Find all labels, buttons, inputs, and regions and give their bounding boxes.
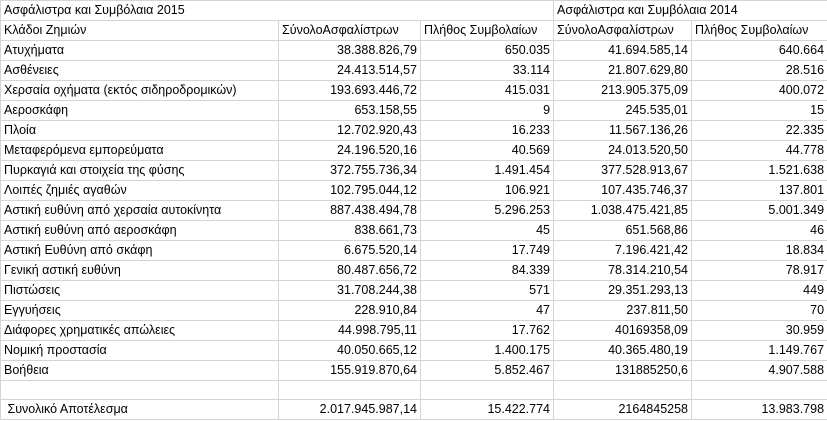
table-row [1,181,827,201]
branch-cell[interactable]: Ασθένειες [1,61,279,81]
empty-cell[interactable] [421,381,554,400]
empty-cell[interactable] [279,381,421,400]
total-2014-cell[interactable]: 24.013.520,50 [554,141,692,161]
count-2015-cell[interactable]: 17.749 [421,241,554,261]
table-row [1,261,827,281]
count-2014-cell[interactable]: 137.801 [692,181,827,201]
branch-cell[interactable]: Αστική ευθύνη από αεροσκάφη [1,221,279,241]
header-total-2015[interactable]: ΣύνολοΑσφαλίστρων [279,21,421,41]
grand-count-2015-cell[interactable]: 15.422.774 [421,400,554,420]
empty-cell[interactable] [692,381,827,400]
total-2015-cell[interactable]: 193.693.446,72 [279,81,421,101]
count-2015-cell[interactable]: 415.031 [421,81,554,101]
grand-count-2014-cell[interactable]: 13.983.798 [692,400,827,420]
header-row [1,21,827,41]
table-row [1,301,827,321]
count-2015-cell[interactable]: 40.569 [421,141,554,161]
table-row [1,241,827,261]
branch-cell[interactable]: Διάφορες χρηματικές απώλειες [1,321,279,341]
total-2014-cell[interactable]: 41.694.585,14 [554,41,692,61]
branch-cell[interactable]: Πιστώσεις [1,281,279,301]
total-2014-cell[interactable]: 131885250,6 [554,361,692,381]
total-2015-cell[interactable]: 155.919.870,64 [279,361,421,381]
total-2015-cell[interactable]: 228.910,84 [279,301,421,321]
title-2015-cell[interactable]: Ασφάλιστρα και Συμβόλαια 2015 [1,1,554,21]
total-2015-cell[interactable]: 80.487.656,72 [279,261,421,281]
count-2015-cell[interactable]: 106.921 [421,181,554,201]
empty-cell[interactable] [554,381,692,400]
table-row [1,61,827,81]
count-2014-cell[interactable]: 70 [692,301,827,321]
count-2014-cell[interactable]: 15 [692,101,827,121]
branch-cell[interactable]: Αεροσκάφη [1,101,279,121]
count-2014-cell[interactable]: 22.335 [692,121,827,141]
count-2015-cell[interactable]: 84.339 [421,261,554,281]
table-row [1,341,827,361]
total-2015-cell[interactable]: 12.702.920,43 [279,121,421,141]
total-2015-cell[interactable]: 6.675.520,14 [279,241,421,261]
count-2014-cell[interactable]: 1.521.638 [692,161,827,181]
branch-cell[interactable]: Ατυχήματα [1,41,279,61]
grand-total-2014-cell[interactable]: 2164845258 [554,400,692,420]
count-2015-cell[interactable]: 16.233 [421,121,554,141]
count-2015-cell[interactable]: 5.852.467 [421,361,554,381]
total-2015-cell[interactable]: 838.661,73 [279,221,421,241]
count-2015-cell[interactable]: 33.114 [421,61,554,81]
total-2015-cell[interactable]: 44.998.795,11 [279,321,421,341]
total-row [1,400,827,420]
table-row [1,221,827,241]
count-2014-cell[interactable]: 18.834 [692,241,827,261]
count-2015-cell[interactable]: 17.762 [421,321,554,341]
total-2014-cell[interactable]: 7.196.421,42 [554,241,692,261]
branch-cell[interactable]: Νομική προστασία [1,341,279,361]
total-2014-cell[interactable]: 651.568,86 [554,221,692,241]
table-row [1,161,827,181]
total-2015-cell[interactable]: 38.388.826,79 [279,41,421,61]
header-count-2015[interactable]: Πλήθος Συμβολαίων [421,21,554,41]
count-2014-cell[interactable]: 5.001.349 [692,201,827,221]
total-2014-cell[interactable]: 213.905.375,09 [554,81,692,101]
total-2015-cell[interactable]: 102.795.044,12 [279,181,421,201]
branch-cell[interactable]: Μεταφερόμενα εμπορεύματα [1,141,279,161]
count-2014-cell[interactable]: 30.959 [692,321,827,341]
count-2015-cell[interactable]: 47 [421,301,554,321]
count-2014-cell[interactable]: 1.149.767 [692,341,827,361]
table-row [1,321,827,341]
total-2014-cell[interactable]: 21.807.629,80 [554,61,692,81]
branch-cell[interactable]: Βοήθεια [1,361,279,381]
total-2014-cell[interactable]: 29.351.293,13 [554,281,692,301]
header-count-2014[interactable]: Πλήθος Συμβολαίων [692,21,827,41]
title-row [1,1,827,21]
count-2014-cell[interactable]: 46 [692,221,827,241]
total-2014-cell[interactable]: 40169358,09 [554,321,692,341]
branch-cell[interactable]: Χερσαία οχήματα (εκτός σιδηροδρομικών) [1,81,279,101]
count-2014-cell[interactable]: 44.778 [692,141,827,161]
total-2014-cell[interactable]: 11.567.136,26 [554,121,692,141]
table-row [1,121,827,141]
total-2014-cell[interactable]: 377.528.913,67 [554,161,692,181]
count-2014-cell[interactable]: 4.907.588 [692,361,827,381]
count-2014-cell[interactable]: 28.516 [692,61,827,81]
total-2015-cell[interactable]: 24.413.514,57 [279,61,421,81]
branch-cell[interactable]: Αστική ευθύνη από χερσαία αυτοκίνητα [1,201,279,221]
total-2015-cell[interactable]: 24.196.520,16 [279,141,421,161]
count-2014-cell[interactable]: 400.072 [692,81,827,101]
table-row [1,361,827,381]
branch-cell[interactable]: Πυρκαγιά και στοιχεία της φύσης [1,161,279,181]
count-2014-cell[interactable]: 640.664 [692,41,827,61]
count-2015-cell[interactable]: 9 [421,101,554,121]
count-2015-cell[interactable]: 1.491.454 [421,161,554,181]
grand-total-2015-cell[interactable]: 2.017.945.987,14 [279,400,421,420]
branch-cell[interactable]: Αστική Ευθύνη από σκάφη [1,241,279,261]
count-2015-cell[interactable]: 5.296.253 [421,201,554,221]
header-branch[interactable]: Κλάδοι Ζημιών [1,21,279,41]
empty-cell[interactable] [1,381,279,400]
count-2015-cell[interactable]: 1.400.175 [421,341,554,361]
total-2014-cell[interactable]: 107.435.746,37 [554,181,692,201]
table-row [1,141,827,161]
total-2014-cell[interactable]: 237.811,50 [554,301,692,321]
branch-cell[interactable]: Λοιπές ζημιές αγαθών [1,181,279,201]
total-2014-cell[interactable]: 1.038.475.421,85 [554,201,692,221]
total-2015-cell[interactable]: 653.158,55 [279,101,421,121]
count-2014-cell[interactable]: 78.917 [692,261,827,281]
count-2015-cell[interactable]: 571 [421,281,554,301]
total-2014-cell[interactable]: 40.365.480,19 [554,341,692,361]
total-2015-cell[interactable]: 40.050.665,12 [279,341,421,361]
title-2014-cell[interactable]: Ασφάλιστρα και Συμβόλαια 2014 [554,1,827,21]
total-2014-cell[interactable]: 78.314.210,54 [554,261,692,281]
total-2015-cell[interactable]: 31.708.244,38 [279,281,421,301]
table-row [1,81,827,101]
count-2015-cell[interactable]: 45 [421,221,554,241]
table-row [1,201,827,221]
table-row [1,41,827,61]
branch-cell[interactable]: Γενική αστική ευθύνη [1,261,279,281]
table-row [1,101,827,121]
branch-cell[interactable]: Εγγυήσεις [1,301,279,321]
header-total-2014[interactable]: ΣύνολοΑσφαλίστρων [554,21,692,41]
total-2015-cell[interactable]: 372.755.736,34 [279,161,421,181]
table-row [1,281,827,301]
count-2015-cell[interactable]: 650.035 [421,41,554,61]
empty-row [1,381,827,400]
branch-cell[interactable]: Πλοία [1,121,279,141]
total-2015-cell[interactable]: 887.438.494,78 [279,201,421,221]
total-2014-cell[interactable]: 245.535,01 [554,101,692,121]
count-2014-cell[interactable]: 449 [692,281,827,301]
total-label-cell[interactable]: Συνολικό Αποτέλεσμα [1,400,279,420]
